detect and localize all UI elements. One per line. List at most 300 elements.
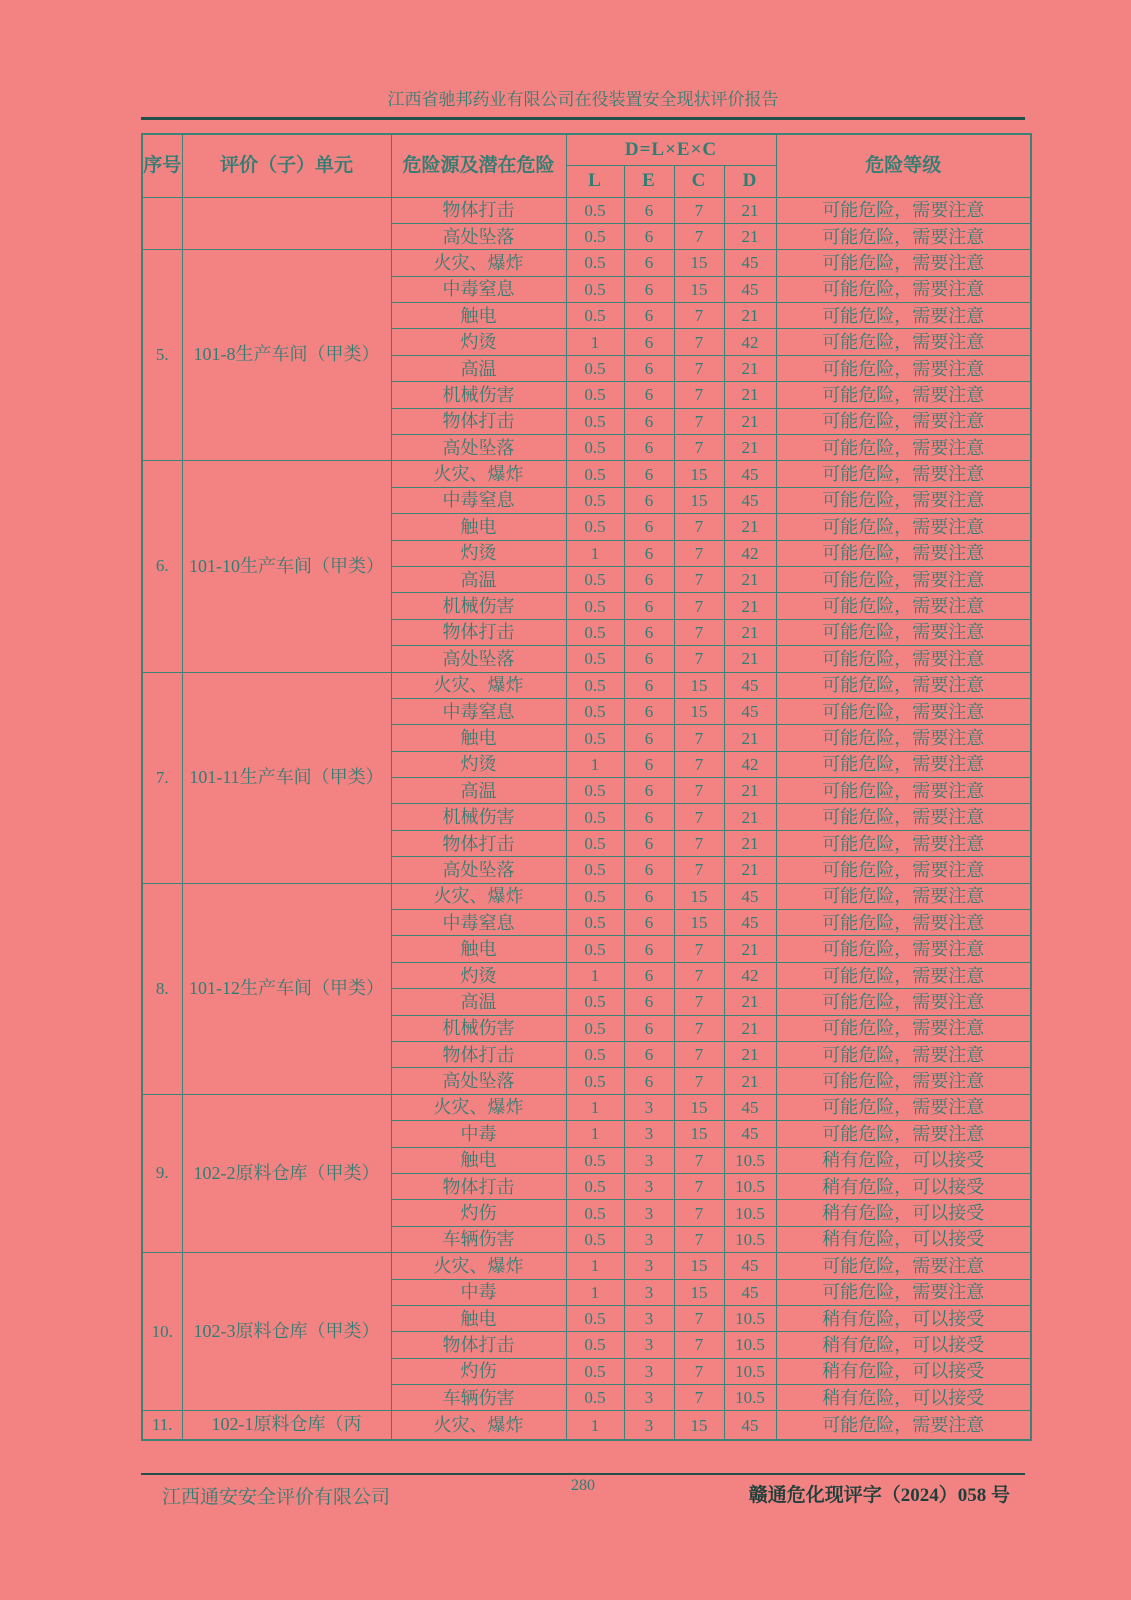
table-row (142, 672, 1031, 698)
cell-level: 可能危险，需要注意 (776, 487, 1031, 513)
cell-hazard: 物体打击 (391, 197, 566, 223)
col-header-unit: 评价（子）单元 (182, 134, 391, 197)
cell-c: 7 (674, 435, 724, 461)
cell-l: 0.5 (566, 382, 624, 408)
cell-hazard: 高处坠落 (391, 1068, 566, 1094)
cell-c: 15 (674, 461, 724, 487)
cell-c: 15 (674, 1253, 724, 1279)
footer-doc-number: 赣通危化现评字（2024）058 号 (748, 1485, 1010, 1506)
cell-hazard: 物体打击 (391, 619, 566, 645)
cell-hazard: 火灾、爆炸 (391, 1411, 566, 1440)
cell-c: 7 (674, 1015, 724, 1041)
cell-level: 可能危险，需要注意 (776, 540, 1031, 566)
cell-d: 21 (724, 1015, 776, 1041)
cell-seq: 11. (142, 1411, 182, 1440)
cell-e: 6 (624, 804, 674, 830)
cell-hazard: 高温 (391, 566, 566, 592)
cell-e: 3 (624, 1332, 674, 1358)
col-header-c: C (674, 165, 724, 197)
cell-hazard: 灼烫 (391, 962, 566, 988)
cell-c: 15 (674, 672, 724, 698)
cell-l: 0.5 (566, 1200, 624, 1226)
cell-e: 6 (624, 382, 674, 408)
cell-d: 21 (724, 989, 776, 1015)
cell-unit: 101-11生产车间（甲类） (182, 672, 391, 883)
cell-hazard: 机械伤害 (391, 593, 566, 619)
cell-hazard: 触电 (391, 1305, 566, 1331)
cell-l: 0.5 (566, 1068, 624, 1094)
cell-l: 0.5 (566, 355, 624, 381)
cell-e: 6 (624, 1015, 674, 1041)
cell-level: 可能危险，需要注意 (776, 751, 1031, 777)
cell-hazard: 中毒窒息 (391, 487, 566, 513)
cell-l: 0.5 (566, 1147, 624, 1173)
cell-c: 7 (674, 830, 724, 856)
cell-level: 稍有危险，可以接受 (776, 1147, 1031, 1173)
cell-d: 42 (724, 962, 776, 988)
cell-c: 7 (674, 1068, 724, 1094)
cell-c: 7 (674, 725, 724, 751)
table-row (142, 1411, 1031, 1440)
cell-d: 45 (724, 461, 776, 487)
cell-d: 21 (724, 435, 776, 461)
cell-e: 6 (624, 962, 674, 988)
cell-level: 可能危险，需要注意 (776, 408, 1031, 434)
cell-l: 1 (566, 1094, 624, 1120)
cell-d: 21 (724, 804, 776, 830)
footer-company: 江西通安安全评价有限公司 (162, 1487, 391, 1508)
cell-level: 稍有危险，可以接受 (776, 1200, 1031, 1226)
cell-hazard: 高温 (391, 778, 566, 804)
cell-l: 0.5 (566, 197, 624, 223)
cell-e: 6 (624, 303, 674, 329)
cell-e: 6 (624, 1042, 674, 1068)
cell-l: 0.5 (566, 725, 624, 751)
cell-level: 稍有危险，可以接受 (776, 1173, 1031, 1199)
cell-seq (142, 197, 182, 250)
cell-c: 15 (674, 487, 724, 513)
cell-d: 10.5 (724, 1173, 776, 1199)
cell-l: 0.5 (566, 646, 624, 672)
cell-l: 0.5 (566, 830, 624, 856)
cell-level: 可能危险，需要注意 (776, 303, 1031, 329)
cell-hazard: 中毒 (391, 1121, 566, 1147)
cell-unit: 101-8生产车间（甲类） (182, 250, 391, 461)
cell-hazard: 火灾、爆炸 (391, 883, 566, 909)
cell-d: 45 (724, 250, 776, 276)
cell-d: 45 (724, 1411, 776, 1440)
cell-level: 可能危险，需要注意 (776, 698, 1031, 724)
cell-e: 6 (624, 355, 674, 381)
cell-l: 0.5 (566, 435, 624, 461)
cell-c: 15 (674, 883, 724, 909)
cell-l: 0.5 (566, 698, 624, 724)
cell-level: 稍有危险，可以接受 (776, 1332, 1031, 1358)
cell-l: 0.5 (566, 566, 624, 592)
cell-e: 3 (624, 1200, 674, 1226)
cell-l: 0.5 (566, 1358, 624, 1384)
cell-e: 6 (624, 197, 674, 223)
cell-l: 0.5 (566, 857, 624, 883)
cell-c: 7 (674, 857, 724, 883)
cell-d: 21 (724, 830, 776, 856)
cell-level: 可能危险，需要注意 (776, 962, 1031, 988)
cell-hazard: 中毒窒息 (391, 276, 566, 302)
cell-e: 6 (624, 778, 674, 804)
cell-hazard: 机械伤害 (391, 804, 566, 830)
cell-c: 7 (674, 514, 724, 540)
cell-level: 可能危险，需要注意 (776, 197, 1031, 223)
cell-level: 可能危险，需要注意 (776, 1121, 1031, 1147)
cell-e: 6 (624, 461, 674, 487)
cell-c: 7 (674, 197, 724, 223)
cell-e: 3 (624, 1305, 674, 1331)
cell-level: 可能危险，需要注意 (776, 910, 1031, 936)
cell-hazard: 高处坠落 (391, 646, 566, 672)
cell-e: 6 (624, 830, 674, 856)
cell-c: 7 (674, 1042, 724, 1068)
table-row (142, 250, 1031, 276)
cell-l: 1 (566, 751, 624, 777)
cell-l: 0.5 (566, 1173, 624, 1199)
cell-hazard: 中毒窒息 (391, 910, 566, 936)
cell-l: 0.5 (566, 910, 624, 936)
cell-l: 0.5 (566, 223, 624, 249)
cell-l: 1 (566, 1411, 624, 1440)
cell-hazard: 高处坠落 (391, 857, 566, 883)
cell-level: 可能危险，需要注意 (776, 725, 1031, 751)
cell-hazard: 触电 (391, 1147, 566, 1173)
cell-d: 21 (724, 857, 776, 883)
table-row (142, 461, 1031, 487)
cell-c: 7 (674, 303, 724, 329)
cell-level: 可能危险，需要注意 (776, 1015, 1031, 1041)
hazard-table-body (142, 197, 1031, 1440)
col-header-formula: D=L×E×C (566, 134, 776, 165)
cell-c: 7 (674, 223, 724, 249)
cell-hazard: 中毒 (391, 1279, 566, 1305)
cell-c: 7 (674, 408, 724, 434)
cell-d: 45 (724, 276, 776, 302)
cell-d: 10.5 (724, 1385, 776, 1411)
cell-level: 可能危险，需要注意 (776, 830, 1031, 856)
cell-seq: 9. (142, 1094, 182, 1252)
cell-level: 稍有危险，可以接受 (776, 1385, 1031, 1411)
cell-hazard: 灼伤 (391, 1200, 566, 1226)
cell-e: 6 (624, 276, 674, 302)
table-row (142, 883, 1031, 909)
cell-level: 可能危险，需要注意 (776, 883, 1031, 909)
cell-d: 21 (724, 646, 776, 672)
cell-level: 可能危险，需要注意 (776, 276, 1031, 302)
cell-hazard: 火灾、爆炸 (391, 1253, 566, 1279)
cell-e: 3 (624, 1147, 674, 1173)
cell-c: 7 (674, 1385, 724, 1411)
cell-hazard: 车辆伤害 (391, 1226, 566, 1252)
cell-hazard: 物体打击 (391, 830, 566, 856)
cell-c: 7 (674, 382, 724, 408)
cell-l: 0.5 (566, 778, 624, 804)
cell-l: 0.5 (566, 593, 624, 619)
cell-e: 6 (624, 989, 674, 1015)
cell-level: 可能危险，需要注意 (776, 1094, 1031, 1120)
cell-l: 0.5 (566, 989, 624, 1015)
hazard-evaluation-table (141, 133, 1032, 1441)
cell-level: 可能危险，需要注意 (776, 461, 1031, 487)
cell-level: 可能危险，需要注意 (776, 223, 1031, 249)
cell-level: 可能危险，需要注意 (776, 566, 1031, 592)
cell-level: 可能危险，需要注意 (776, 435, 1031, 461)
cell-d: 45 (724, 1279, 776, 1305)
cell-c: 15 (674, 1121, 724, 1147)
cell-d: 21 (724, 936, 776, 962)
cell-hazard: 高处坠落 (391, 435, 566, 461)
cell-c: 15 (674, 1411, 724, 1440)
cell-l: 0.5 (566, 461, 624, 487)
cell-level: 可能危险，需要注意 (776, 619, 1031, 645)
cell-l: 1 (566, 962, 624, 988)
cell-c: 7 (674, 329, 724, 355)
cell-level: 可能危险，需要注意 (776, 1411, 1031, 1440)
cell-d: 10.5 (724, 1358, 776, 1384)
cell-e: 6 (624, 672, 674, 698)
cell-hazard: 中毒窒息 (391, 698, 566, 724)
cell-c: 15 (674, 910, 724, 936)
cell-hazard: 触电 (391, 514, 566, 540)
cell-level: 可能危险，需要注意 (776, 1042, 1031, 1068)
cell-hazard: 机械伤害 (391, 382, 566, 408)
cell-level: 可能危险，需要注意 (776, 857, 1031, 883)
col-header-e: E (624, 165, 674, 197)
cell-d: 21 (724, 1068, 776, 1094)
col-header-hazard: 危险源及潜在危险 (391, 134, 566, 197)
cell-e: 6 (624, 223, 674, 249)
cell-c: 7 (674, 962, 724, 988)
cell-e: 3 (624, 1226, 674, 1252)
cell-level: 可能危险，需要注意 (776, 989, 1031, 1015)
cell-c: 15 (674, 1279, 724, 1305)
cell-e: 6 (624, 566, 674, 592)
cell-d: 42 (724, 329, 776, 355)
cell-e: 3 (624, 1094, 674, 1120)
cell-c: 7 (674, 778, 724, 804)
table-row (142, 197, 1031, 223)
footer-rule (141, 1473, 1025, 1475)
cell-hazard: 火灾、爆炸 (391, 250, 566, 276)
cell-e: 3 (624, 1121, 674, 1147)
cell-c: 7 (674, 1226, 724, 1252)
cell-level: 稍有危险，可以接受 (776, 1226, 1031, 1252)
cell-hazard: 高温 (391, 989, 566, 1015)
cell-c: 7 (674, 593, 724, 619)
cell-e: 6 (624, 725, 674, 751)
cell-e: 6 (624, 646, 674, 672)
cell-hazard: 高温 (391, 355, 566, 381)
cell-l: 0.5 (566, 1015, 624, 1041)
cell-e: 6 (624, 751, 674, 777)
cell-d: 42 (724, 540, 776, 566)
cell-l: 0.5 (566, 883, 624, 909)
cell-d: 45 (724, 1253, 776, 1279)
cell-unit: 101-12生产车间（甲类） (182, 883, 391, 1094)
cell-l: 0.5 (566, 276, 624, 302)
cell-e: 6 (624, 408, 674, 434)
cell-e: 3 (624, 1411, 674, 1440)
cell-hazard: 火灾、爆炸 (391, 1094, 566, 1120)
cell-l: 0.5 (566, 672, 624, 698)
col-header-d: D (724, 165, 776, 197)
cell-level: 可能危险，需要注意 (776, 593, 1031, 619)
cell-e: 6 (624, 1068, 674, 1094)
cell-d: 45 (724, 1094, 776, 1120)
cell-seq: 7. (142, 672, 182, 883)
cell-hazard: 机械伤害 (391, 1015, 566, 1041)
cell-d: 10.5 (724, 1332, 776, 1358)
cell-e: 6 (624, 514, 674, 540)
cell-c: 7 (674, 804, 724, 830)
cell-seq: 6. (142, 461, 182, 672)
cell-level: 可能危险，需要注意 (776, 329, 1031, 355)
cell-c: 7 (674, 566, 724, 592)
cell-hazard: 灼烫 (391, 540, 566, 566)
cell-l: 0.5 (566, 804, 624, 830)
cell-hazard: 物体打击 (391, 408, 566, 434)
cell-e: 3 (624, 1279, 674, 1305)
cell-level: 可能危险，需要注意 (776, 355, 1031, 381)
cell-e: 6 (624, 857, 674, 883)
cell-hazard: 物体打击 (391, 1332, 566, 1358)
title-rule (141, 117, 1025, 120)
cell-c: 7 (674, 936, 724, 962)
cell-d: 21 (724, 303, 776, 329)
cell-hazard: 火灾、爆炸 (391, 672, 566, 698)
cell-c: 15 (674, 698, 724, 724)
cell-l: 0.5 (566, 487, 624, 513)
cell-c: 7 (674, 1305, 724, 1331)
cell-d: 21 (724, 408, 776, 434)
cell-hazard: 物体打击 (391, 1042, 566, 1068)
cell-l: 1 (566, 1279, 624, 1305)
cell-level: 可能危险，需要注意 (776, 1253, 1031, 1279)
cell-d: 45 (724, 698, 776, 724)
cell-d: 21 (724, 197, 776, 223)
cell-level: 稍有危险，可以接受 (776, 1305, 1031, 1331)
cell-c: 7 (674, 751, 724, 777)
col-header-seq: 序号 (142, 134, 182, 197)
cell-d: 21 (724, 1042, 776, 1068)
cell-l: 0.5 (566, 514, 624, 540)
cell-c: 15 (674, 250, 724, 276)
cell-d: 21 (724, 514, 776, 540)
cell-d: 42 (724, 751, 776, 777)
table-row (142, 1253, 1031, 1279)
cell-level: 可能危险，需要注意 (776, 936, 1031, 962)
cell-c: 7 (674, 540, 724, 566)
cell-c: 7 (674, 989, 724, 1015)
cell-seq: 10. (142, 1253, 182, 1411)
cell-c: 15 (674, 1094, 724, 1120)
cell-e: 3 (624, 1358, 674, 1384)
cell-level: 可能危险，需要注意 (776, 646, 1031, 672)
cell-l: 0.5 (566, 303, 624, 329)
cell-level: 可能危险，需要注意 (776, 382, 1031, 408)
cell-hazard: 车辆伤害 (391, 1385, 566, 1411)
cell-d: 21 (724, 566, 776, 592)
page-number: 280 (571, 1477, 595, 1494)
col-header-l: L (566, 165, 624, 197)
cell-l: 1 (566, 1253, 624, 1279)
cell-hazard: 灼烫 (391, 751, 566, 777)
cell-level: 可能危险，需要注意 (776, 1279, 1031, 1305)
cell-d: 21 (724, 593, 776, 619)
cell-d: 21 (724, 355, 776, 381)
cell-e: 6 (624, 883, 674, 909)
cell-level: 可能危险，需要注意 (776, 804, 1031, 830)
cell-unit: 101-10生产车间（甲类） (182, 461, 391, 672)
cell-hazard: 火灾、爆炸 (391, 461, 566, 487)
cell-c: 7 (674, 619, 724, 645)
cell-e: 6 (624, 250, 674, 276)
cell-d: 21 (724, 223, 776, 249)
cell-d: 45 (724, 1121, 776, 1147)
cell-e: 6 (624, 698, 674, 724)
cell-level: 可能危险，需要注意 (776, 1068, 1031, 1094)
cell-hazard: 高处坠落 (391, 223, 566, 249)
table-row (142, 1094, 1031, 1120)
cell-l: 0.5 (566, 250, 624, 276)
cell-e: 6 (624, 435, 674, 461)
cell-level: 可能危险，需要注意 (776, 672, 1031, 698)
cell-d: 10.5 (724, 1147, 776, 1173)
cell-seq: 8. (142, 883, 182, 1094)
cell-c: 15 (674, 276, 724, 302)
cell-l: 0.5 (566, 619, 624, 645)
cell-d: 45 (724, 910, 776, 936)
col-header-level: 危险等级 (776, 134, 1031, 197)
cell-seq: 5. (142, 250, 182, 461)
cell-e: 3 (624, 1385, 674, 1411)
cell-e: 6 (624, 487, 674, 513)
cell-d: 21 (724, 778, 776, 804)
cell-d: 21 (724, 619, 776, 645)
cell-hazard: 灼烫 (391, 329, 566, 355)
cell-l: 1 (566, 540, 624, 566)
cell-unit: 102-1原料仓库（丙 (182, 1411, 391, 1440)
cell-level: 稍有危险，可以接受 (776, 1358, 1031, 1384)
page-title: 江西省驰邦药业有限公司在役装置安全现状评价报告 (387, 90, 779, 109)
cell-e: 3 (624, 1173, 674, 1199)
cell-d: 45 (724, 487, 776, 513)
cell-c: 7 (674, 646, 724, 672)
cell-e: 6 (624, 619, 674, 645)
cell-c: 7 (674, 355, 724, 381)
cell-l: 1 (566, 1121, 624, 1147)
cell-hazard: 触电 (391, 936, 566, 962)
cell-l: 0.5 (566, 936, 624, 962)
cell-d: 45 (724, 672, 776, 698)
cell-d: 21 (724, 382, 776, 408)
cell-unit (182, 197, 391, 250)
cell-l: 0.5 (566, 1042, 624, 1068)
cell-d: 21 (724, 725, 776, 751)
cell-e: 6 (624, 910, 674, 936)
cell-hazard: 物体打击 (391, 1173, 566, 1199)
cell-c: 7 (674, 1332, 724, 1358)
cell-l: 1 (566, 329, 624, 355)
cell-e: 3 (624, 1253, 674, 1279)
cell-l: 0.5 (566, 1226, 624, 1252)
cell-c: 7 (674, 1173, 724, 1199)
